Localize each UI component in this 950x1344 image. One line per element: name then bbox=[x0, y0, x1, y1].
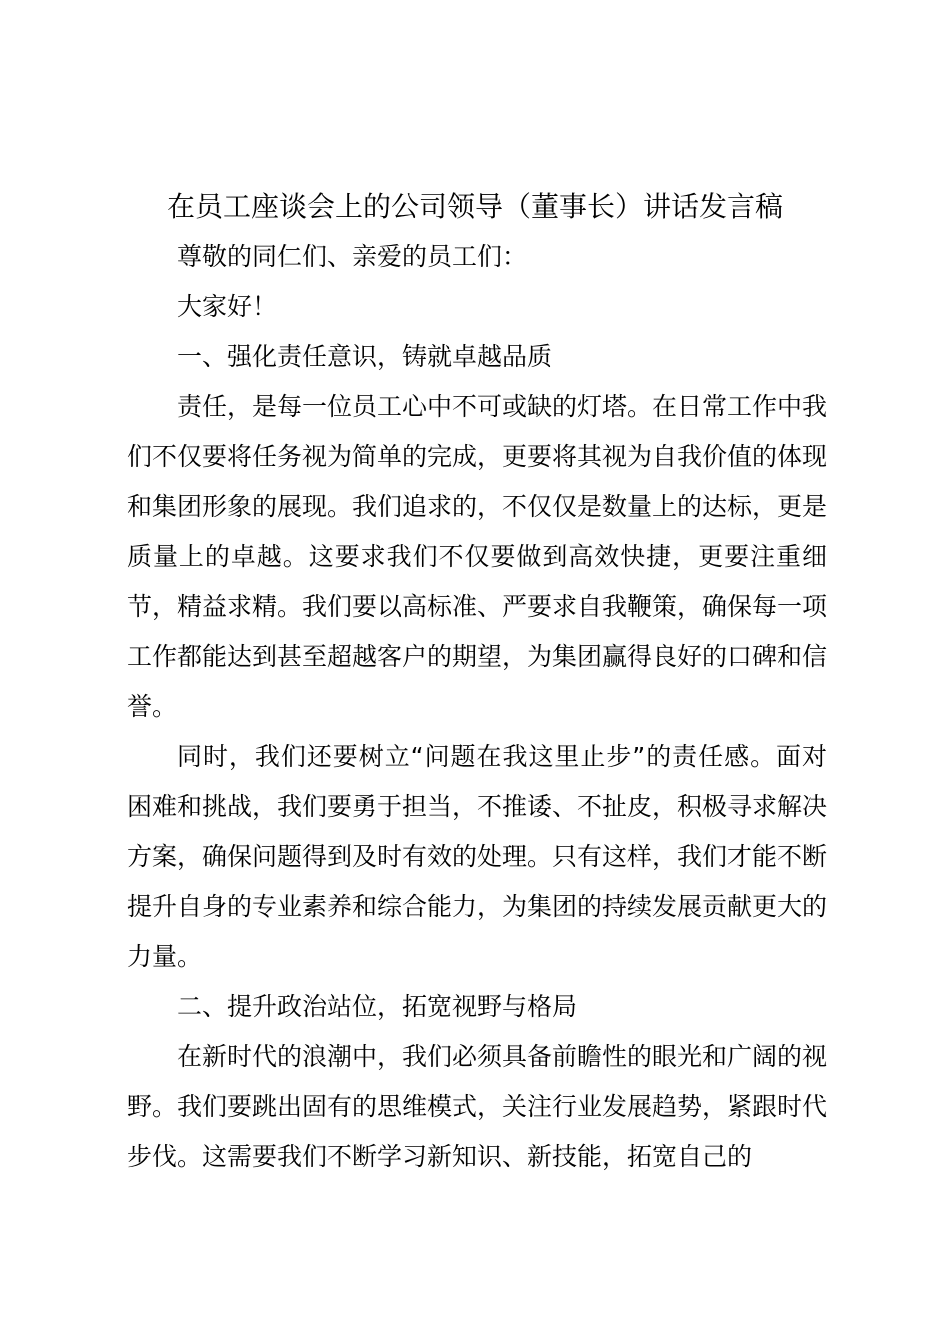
paragraph-3: 在新时代的浪潮中，我们必须具备前瞻性的眼光和广阔的视野。我们要跳出固有的思维模式，关注行业发展趋势，紧跟时代步伐。这需要我们不断学习新知识、新技能，拓宽自己的 bbox=[127, 1042, 828, 1171]
salutation: 尊敬的同仁们、亲爱的员工们： bbox=[177, 242, 528, 271]
paragraph-2: 同时，我们还要树立“问题在我这里止步”的责任感。面对困难和挑战，我们要勇于担当，不推诿、不扯皮，积极寻求解决方案，确保问题得到及时有效的处理。只有这样，我们才能不断提升自身的专业素养和综合能力，为集团的持续发展贡献更大的力量。 bbox=[127, 742, 828, 971]
paragraph-1: 责任，是每一位员工心中不可或缺的灯塔。在日常工作中我们不仅要将任务视为简单的完成，更要将其视为自我价值的体现和集团形象的展现。我们追求的，不仅仅是数量上的达标，更是质量上的卓越。这要求我们不仅要做到高效快捷，更要注重细节，精益求精。我们要以高标准、严要求自我鞭策，确保每一项工作都能达到甚至超越客户的期望，为集团赢得良好的口碑和信誉。 bbox=[127, 392, 828, 721]
greeting: 大家好！ bbox=[177, 292, 278, 321]
document-body bbox=[127, 232, 827, 1182]
section-heading-2: 二、提升政治站位，拓宽视野与格局 bbox=[177, 992, 578, 1021]
section-heading-1: 一、强化责任意识，铸就卓越品质 bbox=[177, 342, 553, 371]
document-title: 在员工座谈会上的公司领导（董事长）讲话发言稿 bbox=[166, 190, 783, 223]
